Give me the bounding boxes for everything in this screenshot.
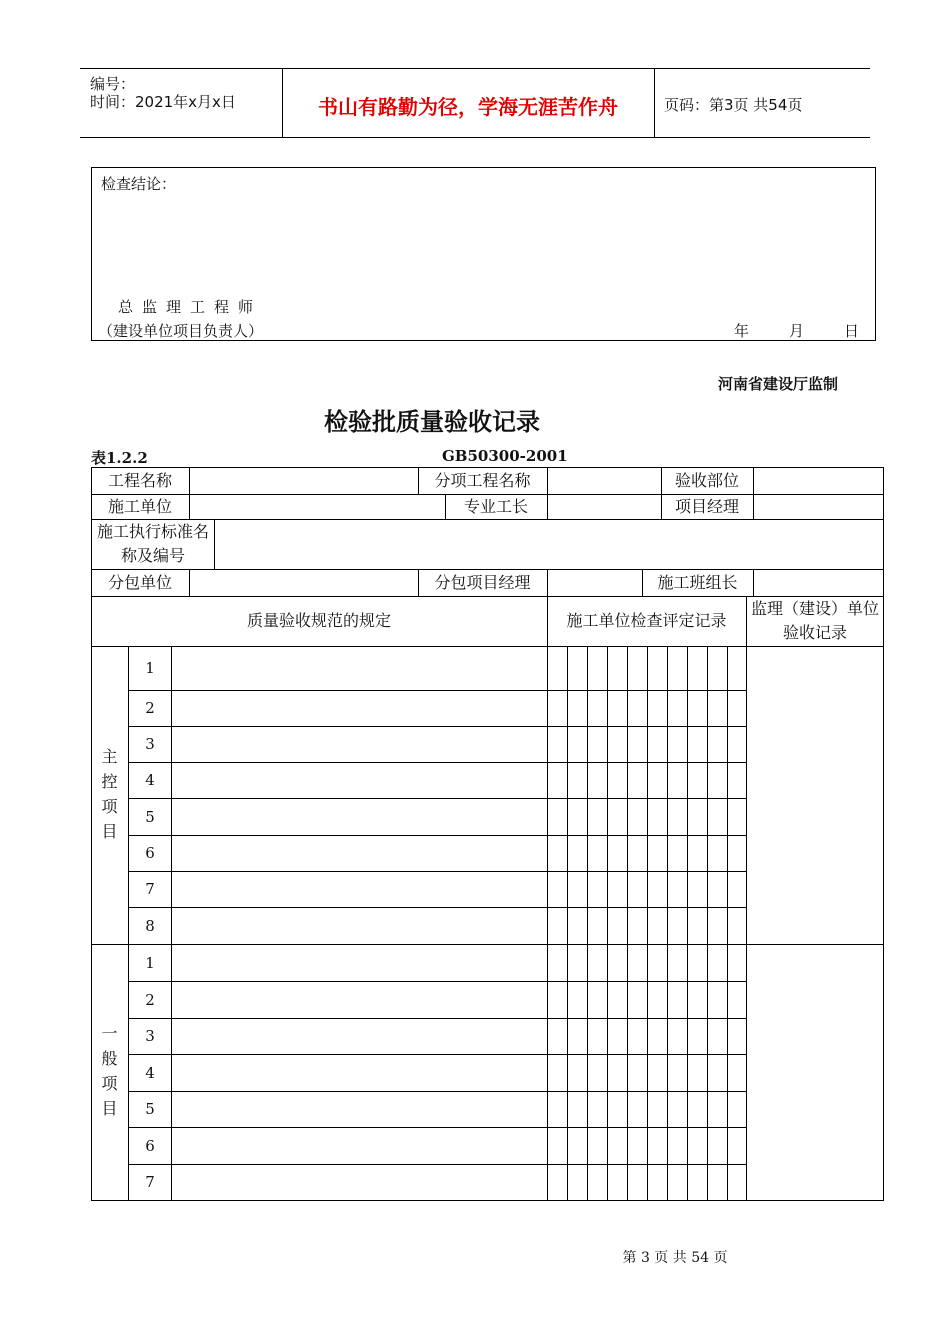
label-project-manager: 项目经理 [674, 496, 739, 516]
table-line [91, 1200, 884, 1201]
general-items-label: 一般项目 [101, 1024, 118, 1118]
month-label: 月 [788, 322, 804, 340]
general-item-number: 5 [145, 1100, 155, 1118]
table-line [707, 646, 708, 1201]
main-items-label: 主控项目 [101, 747, 118, 841]
table-line [547, 569, 548, 596]
responsible-label: （建设单位项目负责人） [98, 322, 264, 340]
table-line [128, 1127, 747, 1128]
header-time: 时间：2021年x月x日 [90, 93, 236, 111]
main-item-number: 2 [145, 699, 155, 717]
table-line [547, 596, 548, 1201]
table-line [128, 1164, 747, 1165]
chief-engineer-label: 总监理工程师 [118, 298, 263, 316]
header-page: 页码：第3页 共54页 [664, 96, 803, 114]
main-item-number: 3 [145, 735, 155, 753]
label-subcontract-unit: 分包单位 [107, 572, 172, 592]
table-line [91, 646, 884, 647]
conclusion-title: 检查结论： [101, 175, 177, 193]
main-item-number: 5 [145, 807, 155, 826]
general-item-number: 4 [145, 1063, 155, 1082]
main-item-number: 7 [145, 880, 155, 898]
table-line [128, 762, 747, 763]
table-line [687, 646, 688, 1201]
table-line [128, 798, 747, 799]
label-subcontract-manager: 分包项目经理 [434, 572, 531, 592]
main-item-number: 6 [145, 844, 155, 862]
table-line [128, 907, 747, 908]
header-divider [654, 69, 655, 137]
label-construction-unit: 施工单位 [107, 496, 172, 516]
table-line [753, 569, 754, 596]
table-line [883, 467, 884, 1201]
table-line [128, 981, 747, 982]
table-line [587, 646, 588, 1201]
table-line [128, 726, 747, 727]
table-line [647, 646, 648, 1201]
table-line [547, 494, 548, 519]
sign-date [734, 320, 859, 341]
conclusion-box [91, 167, 876, 341]
table-line [128, 1018, 747, 1019]
supervision-note: 河南省建设厅监制 [717, 375, 838, 393]
table-line [727, 646, 728, 1201]
table-line [128, 1054, 747, 1055]
label-foreman: 专业工长 [463, 496, 528, 516]
page-header [80, 68, 870, 138]
table-line [189, 569, 190, 596]
general-item-number: 1 [145, 953, 155, 972]
standard-code: GB50300-2001 [442, 447, 568, 465]
form-title: 检验批质量验收记录 [324, 408, 540, 436]
table-line [128, 835, 747, 836]
label-team-leader: 施工班组长 [657, 572, 738, 592]
table-number: 表1.2.2 [91, 449, 148, 467]
table-line [171, 646, 172, 1201]
label-sub-project-name: 分项工程名称 [434, 470, 531, 490]
label-standard-name: 施工执行标准名称及编号 [96, 522, 209, 565]
table-line [189, 467, 190, 494]
page-footer: 第 3 页 共 54 页 [622, 1250, 728, 1266]
general-item-number: 6 [145, 1136, 155, 1155]
table-line [627, 646, 628, 1201]
general-item-number: 7 [145, 1173, 155, 1191]
general-item-number: 3 [145, 1027, 155, 1045]
table-line [753, 494, 754, 519]
main-item-number: 1 [145, 659, 155, 677]
general-item-number: 2 [145, 990, 155, 1009]
table-line [189, 494, 190, 519]
main-item-number: 8 [145, 916, 155, 935]
table-line [753, 467, 754, 494]
table-line [547, 467, 548, 494]
label-spec-rules: 质量验收规范的规定 [246, 611, 391, 630]
label-check-record: 施工单位检查评定记录 [566, 611, 727, 630]
year-label: 年 [733, 322, 749, 340]
table-line [128, 690, 747, 691]
table-line [607, 646, 608, 1201]
table-line [214, 519, 215, 569]
table-line [667, 646, 668, 1201]
label-acceptance-part: 验收部位 [674, 470, 739, 490]
label-project-name: 工程名称 [107, 470, 172, 490]
main-item-number: 4 [145, 771, 155, 789]
table-line [567, 646, 568, 1201]
header-number: 编号： [90, 75, 136, 93]
header-motto: 书山有路勤为径，学海无涯苦作舟 [318, 95, 618, 119]
table-line [91, 944, 884, 945]
table-line [128, 1091, 747, 1092]
label-supervision-record: 监理（建设）单位验收记录 [751, 599, 880, 642]
table-line [746, 596, 747, 1201]
day-label: 日 [843, 322, 859, 340]
table-line [128, 871, 747, 872]
